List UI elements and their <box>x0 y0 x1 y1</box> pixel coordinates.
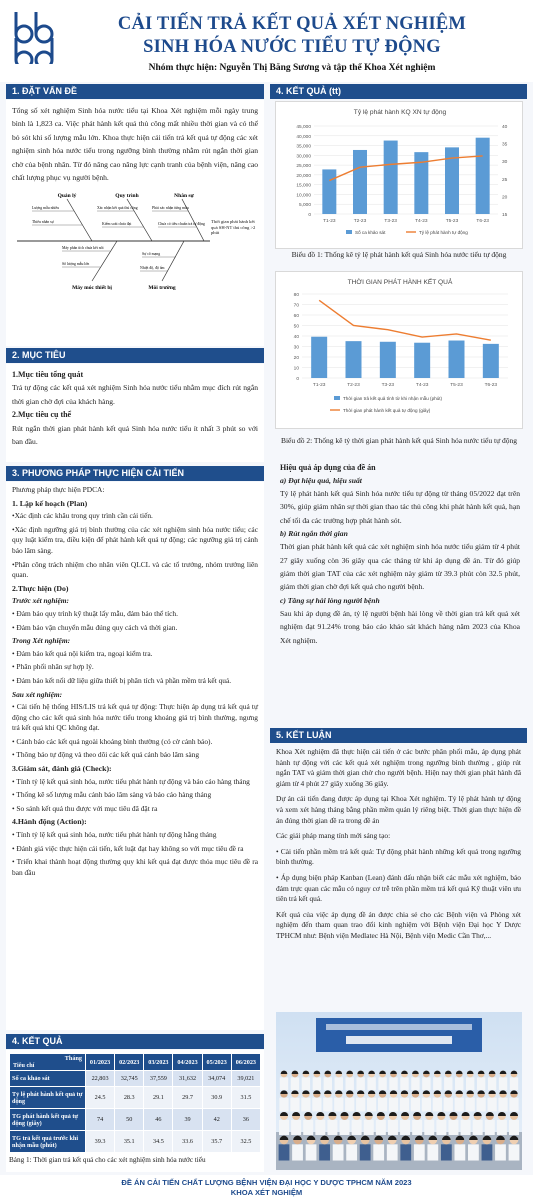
person-body <box>436 1120 446 1135</box>
person-body <box>495 1144 506 1160</box>
fishbone-head: Thời gian phát hành kết quả SH-NT thủ công >2 phút <box>211 219 256 236</box>
chart-1-y-tick: 15,000 <box>296 183 311 189</box>
person-body <box>345 1098 354 1112</box>
chart-2-x-tick: T1-23 <box>312 383 326 388</box>
person-body <box>376 1120 386 1135</box>
chart-2-bar <box>414 343 430 378</box>
row-label: TG phát hành kết quả tự động (giây) <box>10 1109 86 1131</box>
person-body <box>367 1098 376 1112</box>
person-body <box>509 1120 519 1135</box>
person-body <box>279 1144 290 1160</box>
chart-2-y-tick: 30 <box>293 345 299 351</box>
section-5-header: 5. KẾT LUẬN <box>270 728 527 743</box>
column-header: 06/2023 <box>231 1054 260 1071</box>
person-body <box>340 1120 350 1135</box>
conclusion-paragraph: Dự án cải tiến đang được áp dụng tại Khoa Xét nghiệm. Tỷ lệ phát hành tự động và xem xét hàng tháng bằng phần mềm quản lý riêng biệt. Thời gian thực hiện đề án đúng thời gian đề ra trong đề án <box>276 794 521 825</box>
table-row <box>10 1071 261 1087</box>
chart-2-line <box>319 300 491 340</box>
person-body <box>291 1120 301 1135</box>
person-body <box>378 1098 387 1112</box>
chart-2-x-tick: T3-23 <box>381 383 395 388</box>
fishbone-cause: Thiếu nhân sự <box>32 220 54 225</box>
do-item: • Đảm bảo kết nối dữ liệu giữa thiết bị phân tích và phần mềm trả kết quả. <box>12 675 232 685</box>
chart-2-y-tick: 60 <box>293 314 299 319</box>
person-body <box>312 1098 321 1112</box>
person-body <box>444 1098 453 1112</box>
chart-2-container <box>275 271 523 429</box>
person-body <box>412 1120 422 1135</box>
chart-1-bar <box>476 138 490 214</box>
results-table-panel <box>6 1050 264 1172</box>
do-item: • Đảm bảo kết quả nội kiểm tra, ngoại kiểm tra. <box>12 648 153 658</box>
person-body <box>422 1077 430 1090</box>
table-cell: 28.3 <box>115 1087 144 1109</box>
table-cell: 74 <box>86 1109 115 1131</box>
table-cell: 22,803 <box>86 1071 115 1087</box>
person-body <box>291 1077 299 1090</box>
section-2-panel <box>6 364 264 462</box>
chart-1-x-tick: T4-23 <box>415 219 428 224</box>
plan-item: •Phân công trách nhiệm cho nhân viên QLCL và các tổ trưởng, nhóm trưởng liên quan. <box>12 559 258 580</box>
general-objective-text: Trả tự động các kết quả xét nghiệm Sinh hóa nước tiểu nhằm mục đích rút ngắn thời gian chờ đợi của khách hàng. <box>12 383 258 406</box>
row-label: Tỷ lệ phát hành kết quả tự động <box>10 1087 86 1109</box>
chart-2-bar <box>380 342 396 378</box>
person-body <box>468 1144 479 1160</box>
person-body <box>301 1098 310 1112</box>
act-item: • Tính tỷ lệ kết quả sinh hóa, nước tiểu phát hành tự động hằng tháng <box>12 830 217 840</box>
person-body <box>346 1144 357 1160</box>
do-item: • Đảm bảo vận chuyển mẫu đúng quy cách và thời gian. <box>12 622 178 632</box>
person-body <box>454 1144 465 1160</box>
fishbone-cat-management: Quản lý <box>57 193 77 200</box>
chart-2-x-tick: T4-23 <box>415 383 429 388</box>
person-body <box>280 1077 288 1090</box>
team-group-photo <box>276 1012 522 1170</box>
chart-1-y2-tick: 30 <box>502 160 508 166</box>
chart-1-container <box>275 101 523 249</box>
table-cell: 31,632 <box>173 1071 202 1087</box>
row-label: Số ca khảo sát <box>10 1071 86 1087</box>
chart-1-y-tick: 25,000 <box>296 164 311 170</box>
chart-1-y-tick: 5,000 <box>298 203 311 209</box>
pdca-intro: Phương pháp thực hiện PDCA: <box>12 485 105 494</box>
act-item: • Triển khai thành hoạt động thường quy khi kết quả đạt được thỏa mục tiêu đề ra ban đầu <box>12 857 258 877</box>
hospital-logo-icon <box>10 8 58 64</box>
plan-heading: 1. Lập kế hoạch (Plan) <box>12 498 88 508</box>
chart-1-y-tick: 20,000 <box>296 173 311 179</box>
fishbone-cat-environment: Môi trường <box>148 285 176 292</box>
table-cell: 42 <box>202 1109 231 1131</box>
table-cell: 29.1 <box>144 1087 173 1109</box>
effect-c-heading: c) Tăng sự hài lòng người bệnh <box>280 595 380 605</box>
do-item: • Cài tiến hệ thống HIS/LIS trả kết quả tự động: Thực hiện áp dụng trả kết quả tự động cho các kết quả sinh hóa nước tiểu trong khoảng giá trị bình thường, ngưng trả kết quả khi QC không đạt. <box>12 702 258 733</box>
in-analysis-heading: Trong Xét nghiệm: <box>12 636 71 646</box>
person-body <box>313 1077 321 1090</box>
effectiveness-panel <box>274 460 526 720</box>
chart-1-caption: Biểu đồ 1: Thống kê tỷ lệ phát hành kết quả Sinh hóa nước tiểu tự động <box>291 250 507 259</box>
section-5-panel <box>270 744 527 1006</box>
section-3-header: 3. PHƯƠNG PHÁP THỰC HIỆN CẢI TIẾN <box>6 466 264 481</box>
person-body <box>414 1144 425 1160</box>
column-header: 04/2023 <box>173 1054 202 1071</box>
section-2-header: 2. MỤC TIÊU <box>6 348 264 363</box>
column-header: 05/2023 <box>202 1054 231 1071</box>
person-body <box>400 1120 410 1135</box>
person-body <box>367 1077 375 1090</box>
fishbone-cat-equipment: Máy móc thiết bị <box>72 285 112 292</box>
table-cell: 39,021 <box>231 1071 260 1087</box>
chart-1-bar <box>384 141 398 214</box>
person-body <box>389 1098 398 1112</box>
post-analysis-heading: Sau xét nghiệm: <box>12 689 63 699</box>
chart-1-y-tick: 10,000 <box>296 193 311 199</box>
chart-2-legend-bar-label: Thời gian trả kết quả tính từ khi nhận mẫu (phút) <box>343 396 443 401</box>
table-cell: 39.3 <box>86 1131 115 1153</box>
table-cell: 32.5 <box>231 1131 260 1153</box>
fishbone-cause: Sự cố mạng <box>142 252 161 257</box>
person-body <box>509 1098 518 1112</box>
person-body <box>323 1098 332 1112</box>
person-body <box>444 1077 452 1090</box>
effectiveness-heading: Hiệu quả áp dụng của đề án <box>280 463 376 472</box>
chart-1-legend-line-label: Tỷ lệ phát hành tự động <box>419 230 468 235</box>
section-3-panel <box>6 482 264 1030</box>
chart-2-y-tick: 70 <box>293 303 299 309</box>
chart-2-y-tick: 10 <box>293 366 299 372</box>
chart-2-x-tick: T2-23 <box>347 383 360 388</box>
chart-2-y-tick: 20 <box>293 356 299 361</box>
person-body <box>433 1098 442 1112</box>
table-row <box>10 1087 261 1109</box>
person-body <box>455 1077 463 1090</box>
person-body <box>352 1120 362 1135</box>
do-item: • Cảnh báo các kết quả ngoài khoảng bình thường (có cờ cảnh báo). <box>12 736 213 746</box>
header <box>0 0 533 82</box>
conclusion-bullet: • Áp dụng biện pháp Kanban (Lean) đánh dấu nhận biết các mẫu xét nghiệm, bảo đảm trực quan các mẫu có nguy cơ trễ trên phần mềm trả kết quả Kỹ thuật viên ưu tiên trả kết quả. <box>276 872 521 904</box>
person-body <box>387 1144 398 1160</box>
plan-item: •Xác định các khâu trong quy trình cần cải tiến. <box>12 511 153 521</box>
person-body <box>389 1077 397 1090</box>
person-body <box>482 1144 493 1160</box>
column-header: 02/2023 <box>115 1054 144 1071</box>
chart-2-y-tick: 40 <box>293 335 299 340</box>
person-body <box>315 1120 325 1135</box>
chart-1-legend-bar-label: Số ca khảo sát <box>355 230 386 235</box>
specific-objective-text: Rút ngắn thời gian phát hành kết quả Sinh hóa nước tiểu ít nhất 3 phút so với ban đầu. <box>12 423 258 447</box>
person-body <box>302 1077 310 1090</box>
check-item: • Thống kê số lượng mẫu cảnh báo lâm sàng và báo cáo hàng tháng <box>12 790 212 800</box>
person-body <box>400 1077 408 1090</box>
chart-1-bar <box>353 150 367 214</box>
person-body <box>364 1120 374 1135</box>
act-item: • Đánh giá việc thực hiện cải tiến, kết luật đạt hay không so với mục tiêu đề ra <box>12 843 244 853</box>
act-heading: 4.Hành động (Action): <box>12 817 87 827</box>
person-body <box>327 1120 337 1135</box>
table-cell: 46 <box>144 1109 173 1131</box>
fishbone-cause: Máy phân tích chưa kết nối <box>62 246 104 251</box>
chart-2-y-tick: 80 <box>293 293 299 298</box>
do-item: • Phân phối nhân sự hợp lý. <box>12 662 94 672</box>
person-body <box>346 1077 354 1090</box>
person-body <box>373 1144 384 1160</box>
fishbone-cause: Nhiệt độ, độ ẩm <box>140 266 165 271</box>
chart-1-y2-tick: 20 <box>502 195 508 201</box>
conclusion-paragraph: Khoa Xét nghiệm đã thực hiện cải tiến ở các bước phân phối mẫu, áp dụng phát hành tự động với các kết quả xét nghiệm trong ngưỡng bình thường , giúp rút ngắn TAT và giảm thời gian chờ cho người bệnh. Hiện nay thời gian phát hành đã giảm từ 4 phút 27 giây xuống 36 giây. <box>276 747 521 788</box>
chart-1-x-tick: T2-23 <box>353 219 367 224</box>
chart-2-x-tick: T6-23 <box>484 383 498 388</box>
table-cell: 36 <box>231 1109 260 1131</box>
section-1-text: Tổng số xét nghiệm Sinh hóa nước tiểu tại Khoa Xét nghiệm mỗi ngày trung bình là 1,823 ca. Việc phát hành kết quả thủ công mất nhiều thời gian và có thể bỏ sót khi số lượng mẫu lớn. Khoa thực hiện cải tiến trả kết quả tự động các xét nghiệm sinh hóa nước tiểu trong ngưỡng bình thường nhằm rút ngắn thời gian chờ của bệnh nhân. Từ đó nâng cao năng lực cạnh tranh của bệnh viện, nâng cao chất lượng phục vụ người bệnh. <box>12 106 258 183</box>
footer-line1: ĐỀ ÁN CẢI TIẾN CHẤT LƯỢNG BỆNH VIỆN ĐẠI HỌC Y DƯỢC TPHCM NĂM 2023 <box>121 1178 412 1187</box>
table-cell: 37,559 <box>144 1071 173 1087</box>
chart-2-bar <box>346 341 362 378</box>
person-body <box>400 1144 411 1160</box>
person-body <box>360 1144 371 1160</box>
table-cell: 34,074 <box>202 1071 231 1087</box>
person-body <box>466 1098 475 1112</box>
person-body <box>487 1098 496 1112</box>
check-item: • Tính tỷ lệ kết quả sinh hóa, nước tiểu phát hành tự động và báo cáo hàng tháng <box>12 776 250 786</box>
pre-analysis-heading: Trước xét nghiệm: <box>12 596 69 606</box>
person-body <box>400 1098 409 1112</box>
conclusion-paragraph: Các giải pháp mang tính mới sáng tạo: <box>276 831 391 841</box>
specific-objective-heading: 2.Mục tiêu cụ thể <box>12 410 72 420</box>
chart-2-x-tick: T5-23 <box>450 383 463 388</box>
fishbone-cause: Chưa có tiêu chuẩn trả tự động <box>158 222 205 227</box>
table-cell: 29.7 <box>173 1087 202 1109</box>
table-cell: 31.5 <box>231 1087 260 1109</box>
chart-1-y-tick: 30,000 <box>296 154 311 160</box>
person-body <box>448 1120 458 1135</box>
chart-2-bar <box>311 337 327 378</box>
chart-1-y2-tick: 25 <box>502 177 508 183</box>
chart-1-line <box>329 156 482 181</box>
fishbone-cause: Kiểm soát chưa đạt <box>102 222 132 227</box>
person-body <box>290 1098 299 1112</box>
person-body <box>388 1120 398 1135</box>
person-body <box>378 1077 386 1090</box>
fishbone-cause: Xác nhận kết quả thủ công <box>97 206 138 211</box>
person-body <box>509 1144 520 1160</box>
section-1-header: 1. ĐẶT VẤN ĐỀ <box>6 84 264 99</box>
general-objective-heading: 1.Mục tiêu tổng quát <box>12 370 84 379</box>
table-row <box>10 1109 261 1131</box>
person-body <box>461 1120 471 1135</box>
section-1-panel <box>6 100 264 346</box>
person-body <box>324 1077 332 1090</box>
chart-1-svg <box>276 102 524 250</box>
person-body <box>292 1144 303 1160</box>
corner-month-label: Tháng <box>64 1055 82 1062</box>
person-body <box>319 1144 330 1160</box>
chart-1-x-tick: T3-23 <box>384 219 397 224</box>
person-body <box>422 1098 431 1112</box>
effect-b-text: Thời gian phát hành kết quả các xét nghiệm sinh hóa nước tiểu giảm từ 4 phút 27 giây xuống còn 36 giây qua các tháng từ khi áp dụng đề án. Từ đó giúp giảm thời gian TAT của các xét nghiệm này giảm từ 39.3 phút còn 32.5 phút, giảm thời gian chờ đợi kết quả cho người bệnh. <box>280 542 520 592</box>
person-body <box>279 1098 288 1112</box>
table-cell: 33.6 <box>173 1131 202 1153</box>
person-body <box>427 1144 438 1160</box>
person-body <box>466 1077 474 1090</box>
person-body <box>334 1098 343 1112</box>
person-body <box>473 1120 483 1135</box>
corner-criteria-label: Tiêu chí <box>13 1062 35 1069</box>
person-body <box>424 1120 434 1135</box>
person-body <box>303 1120 313 1135</box>
chart-2-svg <box>276 272 524 430</box>
table-cell: 35.7 <box>202 1131 231 1153</box>
effect-b-heading: b) Rút ngắn thời gian <box>280 529 348 539</box>
person-body <box>455 1098 464 1112</box>
fishbone-cause: Phải xác nhận từng mẫu <box>152 206 189 211</box>
effect-a-text: Tỷ lệ phát hành kết quả Sinh hóa nước tiểu tự động từ tháng 05/2022 đạt trên 30%, giúp giảm nhân sự thời gian thao tác thủ công khi phát hành kết quả, hạn chế tối đa các trường hợp phát hành sót. <box>280 489 520 525</box>
chart-2-legend-bar-swatch <box>334 396 340 400</box>
person-body <box>498 1098 507 1112</box>
do-heading: 2.Thực hiện (Do) <box>12 583 69 593</box>
fishbone-cat-staff: Nhân sự <box>174 193 194 200</box>
chart-1-y2-tick: 40 <box>502 125 508 130</box>
table-caption: Bảng 1: Thời gian trả kết quả cho các xét nghiệm sinh hóa nước tiểu <box>9 1156 206 1164</box>
poster-title-line2: SINH HÓA NƯỚC TIỂU TỰ ĐỘNG <box>143 37 441 57</box>
person-body <box>433 1077 441 1090</box>
person-body <box>356 1098 365 1112</box>
chart-2-bar <box>483 344 499 378</box>
table-cell: 24.5 <box>86 1087 115 1109</box>
fishbone-diagram <box>12 189 258 294</box>
effect-c-text: Sau khi áp dụng đề án, tỷ lệ người bệnh hài lòng về thời gian trả kết quả xét nghiệm đạt 91.24% trong báo cáo khảo sát khách hàng năm 2023 của Khoa Xét nghiệm. <box>280 608 520 645</box>
person-body <box>485 1120 495 1135</box>
table-cell: 30.9 <box>202 1087 231 1109</box>
chart-1-x-tick: T6-23 <box>476 219 489 224</box>
chart-1-legend-bar-swatch <box>346 230 352 234</box>
person-body <box>411 1098 420 1112</box>
person-body <box>356 1077 364 1090</box>
results-table <box>9 1053 261 1153</box>
fishbone-cause: Số lượng mẫu lớn <box>62 262 90 267</box>
footer <box>0 1175 533 1200</box>
fishbone-cause: Lượng mẫu nhiều <box>32 206 60 211</box>
person-body <box>488 1077 496 1090</box>
chart-2-title: THỜI GIAN PHÁT HÀNH KẾT QUẢ <box>347 279 453 286</box>
person-body <box>411 1077 419 1090</box>
person-body <box>441 1144 452 1160</box>
column-header: 01/2023 <box>86 1054 115 1071</box>
do-item: • Thông báo tự động và theo dõi các kết quả cảnh báo lâm sàng <box>12 750 200 760</box>
conclusion-bullet: • Cài tiến phần mềm trả kết quả: Tự động phát hành những kết quả trong ngưỡng bình thường. <box>276 846 521 867</box>
authors-line: Nhóm thực hiện: Nguyễn Thị Băng Sương và tập thể Khoa Xét nghiệm <box>148 63 436 73</box>
person-body <box>499 1077 507 1090</box>
chart-1-y-tick: 0 <box>308 213 311 218</box>
check-item: • So sánh kết quả thu được với mục tiêu đã đặt ra <box>12 803 158 813</box>
person-body <box>279 1120 289 1135</box>
conclusion-paragraph: Kết quả của việc áp dụng đề án được chia sẻ cho các Bệnh viện và Phòng xét nghiệm đến tham quan trao đổi kinh nghiệm với Bệnh viện Đại học Y Dược TPHCM như: Bệnh viện Medlatec Hà Nội, Bệnh viện Medic Cần Thơ,... <box>276 909 521 940</box>
plan-item: •Xác định ngưỡng giá trị bình thường của các xét nghiệm sinh hóa nước tiểu; các quy luật kiểm tra, điều kiện để phát hành kết quả tự động; các ngưỡng giá trị cảnh báo lâm sàng. <box>12 524 258 555</box>
chart-2-caption: Biểu đồ 2: Thống kê tỷ thời gian phát hành kết quả Sinh hóa nước tiểu tự động <box>280 436 518 445</box>
person-body <box>497 1120 507 1135</box>
chart-2-y-tick: 0 <box>296 377 299 382</box>
table-corner <box>10 1054 86 1071</box>
chart-2-bar <box>449 341 465 378</box>
column-header: 03/2023 <box>144 1054 173 1071</box>
person-body <box>477 1077 485 1090</box>
chart-1-y2-tick: 35 <box>502 142 508 148</box>
fishbone-cat-process: Quy trình <box>115 193 139 200</box>
section-4-header: 4. KẾT QUẢ <box>6 1034 264 1049</box>
chart-1-title: Tỷ lệ phát hành KQ XN tự động <box>353 109 447 116</box>
footer-line2: KHOA XÉT NGHIỆM <box>230 1188 303 1197</box>
chart-1-x-tick: T5-23 <box>445 219 459 224</box>
chart-1-y-tick: 40,000 <box>296 134 311 140</box>
effect-a-heading: a) Đạt hiệu quả, hiệu suất <box>280 476 362 485</box>
person-body <box>510 1077 518 1090</box>
table-cell: 35.1 <box>115 1131 144 1153</box>
chart-1-bar <box>322 169 336 214</box>
chart-2-y-tick: 50 <box>293 324 299 330</box>
table-cell: 32,745 <box>115 1071 144 1087</box>
person-body <box>477 1098 486 1112</box>
chart-2-legend-line-label: Thời gian phát hành kết quả tự động (giây) <box>343 408 431 413</box>
person-body <box>333 1144 344 1160</box>
table-row <box>10 1131 261 1153</box>
section-4-cont-header: 4. KẾT QUẢ (tt) <box>270 84 527 99</box>
check-heading: 3.Giám sát, đánh giá (Check): <box>12 764 112 774</box>
table-cell: 34.5 <box>144 1131 173 1153</box>
row-label: TG trả kết quả trước khi nhận mẫu (phút) <box>10 1131 86 1153</box>
do-item: • Đảm bảo quy trình kỹ thuật lấy mẫu, đảm bảo thể tích. <box>12 608 178 618</box>
chart-1-y-tick: 45,000 <box>296 125 311 130</box>
chart-1-x-tick: T1-23 <box>323 219 336 224</box>
chart-1-y2-tick: 15 <box>502 213 508 218</box>
person-body <box>306 1144 317 1160</box>
poster-title-line1: CẢI TIẾN TRẢ KẾT QUẢ XÉT NGHIỆM <box>117 14 467 34</box>
chart-1-y-tick: 35,000 <box>296 144 311 150</box>
table-cell: 39 <box>173 1109 202 1131</box>
person-body <box>335 1077 343 1090</box>
table-cell: 50 <box>115 1109 144 1131</box>
